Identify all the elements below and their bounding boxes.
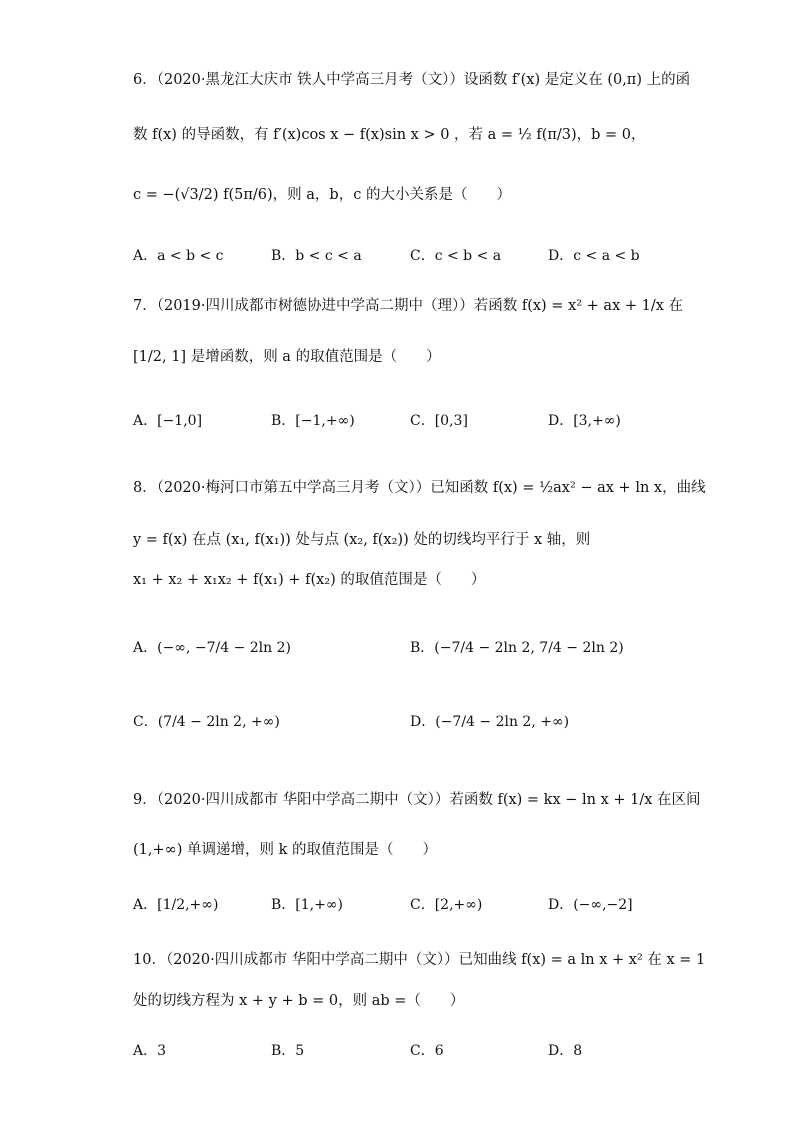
q10-option-c: C．6 <box>410 1043 444 1059</box>
q6-line-1: 6．（2020·黑龙江大庆市 铁人中学高三月考（文））设函数 f′(x) 是定义在 (0,π) 上的函 <box>133 72 691 88</box>
q8-line-1: 8．（2020·梅河口市第五中学高三月考（文））已知函数 f(x) = ½ax² − ax + ln x，曲线 <box>133 480 706 496</box>
q6-line-3: c = −(√3/2) f(5π/6)，则 a，b，c 的大小关系是（ ） <box>133 187 511 203</box>
q9-option-a: A．[1/2,+∞) <box>133 897 219 913</box>
q9-line-2: (1,+∞) 单调递增，则 k 的取值范围是（ ） <box>133 842 437 858</box>
q7-option-c: C．[0,3] <box>410 413 468 429</box>
q10-option-d: D．8 <box>548 1043 583 1059</box>
q7-option-b: B．[−1,+∞) <box>271 413 355 429</box>
q7-line-1: 7．（2019·四川成都市树德协进中学高二期中（理））若函数 f(x) = x² + ax + 1/x 在 <box>133 298 684 314</box>
q7-line-2: [1/2, 1] 是增函数，则 a 的取值范围是（ ） <box>133 349 441 365</box>
q8-option-b: B．(−7/4 − 2ln 2, 7/4 − 2ln 2) <box>410 640 624 656</box>
q10-line-1: 10．（2020·四川成都市 华阳中学高二期中（文））已知曲线 f(x) = a ln x + x² 在 x = 1 <box>133 952 706 968</box>
q6-option-a: A．a < b < c <box>133 248 224 264</box>
q9-option-d: D．(−∞,−2] <box>548 897 633 913</box>
q6-option-c: C．c < b < a <box>410 248 502 264</box>
q9-option-b: B．[1,+∞) <box>271 897 343 913</box>
q8-line-2: y = f(x) 在点 (x₁, f(x₁)) 处与点 (x₂, f(x₂)) 处的切线均平行于 x 轴，则 <box>133 532 591 548</box>
q8-option-a: A．(−∞, −7/4 − 2ln 2) <box>133 640 291 656</box>
q7-option-a: A．[−1,0] <box>133 413 203 429</box>
q10-line-2: 处的切线方程为 x + y + b = 0，则 ab =（ ） <box>133 993 465 1009</box>
q6-option-b: B．b < c < a <box>271 248 362 264</box>
q6-line-2: 数 f(x) 的导函数，有 f′(x)cos x − f(x)sin x > 0 ，若 a = ½ f(π/3)，b = 0， <box>133 127 646 143</box>
q10-option-a: A．3 <box>133 1043 167 1059</box>
q10-option-b: B．5 <box>271 1043 305 1059</box>
q8-line-3: x₁ + x₂ + x₁x₂ + f(x₁) + f(x₂) 的取值范围是（ ） <box>133 572 486 588</box>
q9-line-1: 9．（2020·四川成都市 华阳中学高二期中（文））若函数 f(x) = kx − ln x + 1/x 在区间 <box>133 792 701 808</box>
q8-option-c: C．(7/4 − 2ln 2, +∞) <box>133 714 280 730</box>
q8-option-d: D．(−7/4 − 2ln 2, +∞) <box>410 714 570 730</box>
q7-option-d: D．[3,+∞) <box>548 413 621 429</box>
q9-option-c: C．[2,+∞) <box>410 897 483 913</box>
q6-option-d: D．c < a < b <box>548 248 640 264</box>
